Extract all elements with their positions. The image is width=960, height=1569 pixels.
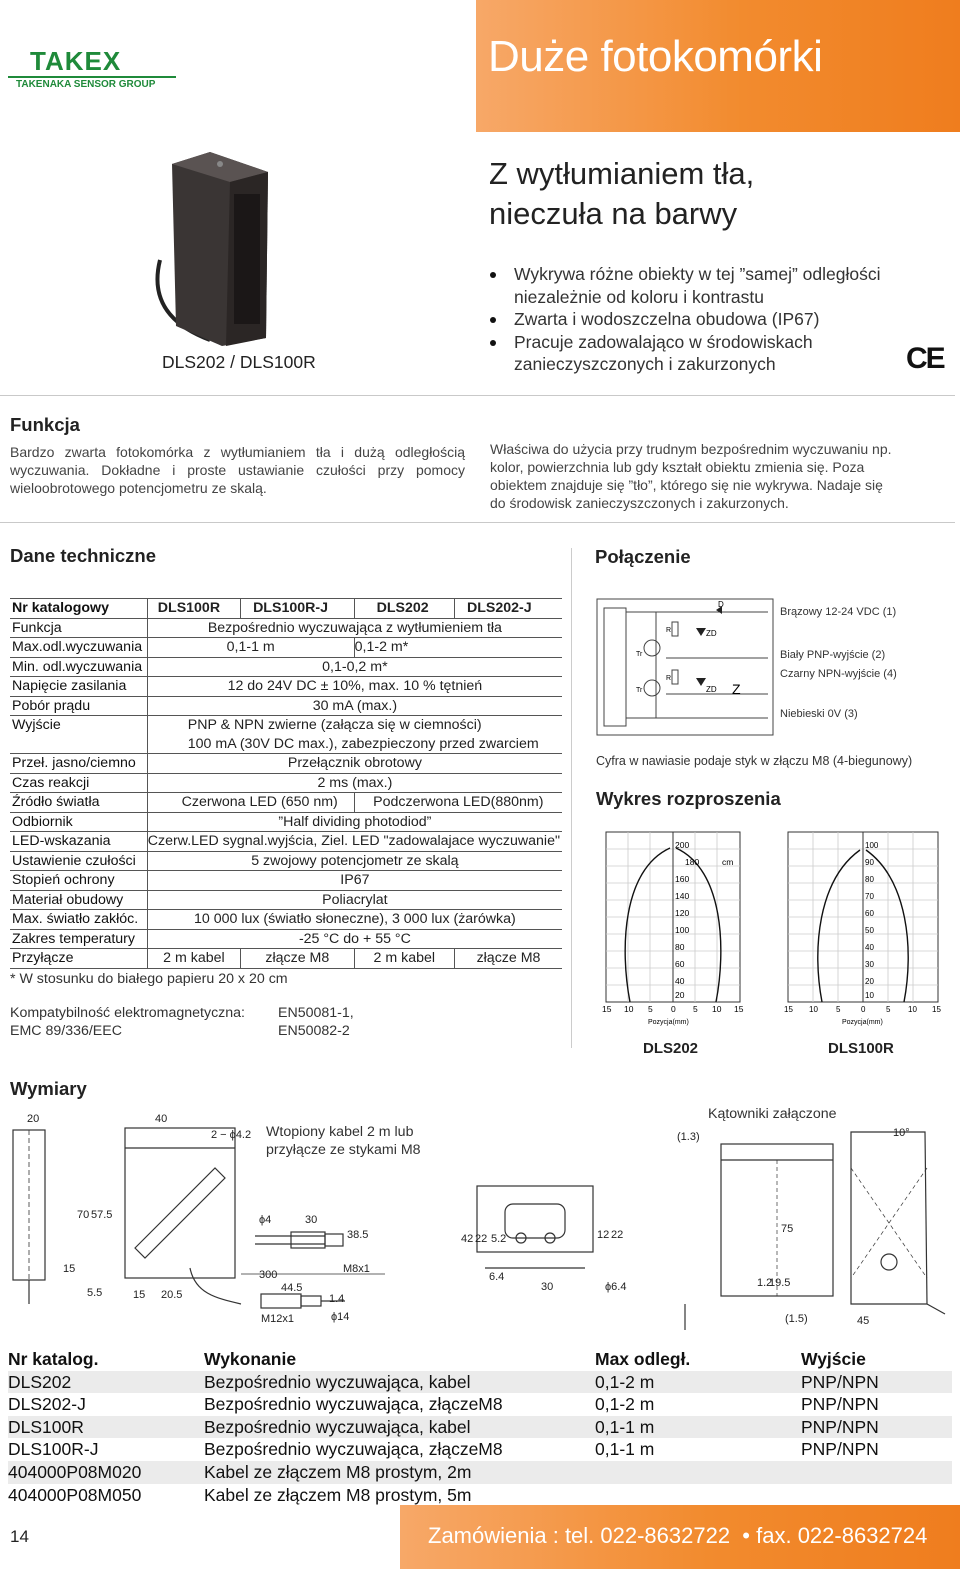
y-tick: 40 [865,943,874,952]
dim-label: 20 [27,1113,40,1125]
y-tick: 30 [865,960,874,969]
table-cell: DLS202-J [8,1394,86,1415]
dim-label: (1.5) [785,1313,808,1325]
table-cell: 30 mA (max.) [147,696,562,716]
table-cell: 404000P08M020 [8,1461,204,1484]
tech-heading: Dane techniczne [10,545,156,566]
chart-dls202 [600,830,776,1030]
y-tick: 40 [675,976,685,986]
table-cell: DLS202-J [455,599,563,619]
y-tick: 20 [865,977,874,986]
table-cell [801,1484,952,1507]
chart-name-dls100r: DLS100R [828,1040,894,1057]
table-cell: Bezpośrednio wyczuwająca, kabel [204,1371,595,1394]
feature-item-cont: zanieczyszczonych i zakurzonych [514,354,776,374]
wiring-symbol: R [666,627,672,634]
dim-label: 12 [597,1229,610,1241]
table-row [10,618,562,638]
funkcja-right-line: kolor, powierzchnia lub gdy kształt obiektu zmienia się. Poza [490,459,865,475]
table-cell: Źródło światła [10,793,147,813]
table-row [10,832,562,852]
y-tick: 80 [675,942,685,952]
logo-rule [8,76,176,78]
table-row [8,1438,952,1461]
y-tick: 20 [675,990,685,1000]
table-cell: 0,1-1 m [595,1439,655,1460]
x-label: Pozycja(mm) [842,1019,883,1026]
table-header: Wykonanie [204,1349,297,1369]
table-row [10,929,562,949]
dim-label: 10° [893,1127,910,1139]
table-cell: 0,1-0,2 m* [147,657,562,677]
dim-label: 45 [857,1315,870,1327]
wiring-symbol: ZD [706,685,717,694]
dim-label: 5.2 [491,1233,507,1245]
funkcja-right-line: obiektem znajduje się ”tło”, którego się nie wykrywa. Nadaje się [490,477,883,493]
table-cell: PNP & NPN zwierne (załącza się w ciemności) [187,717,482,733]
table-cell: Funkcja [10,618,147,638]
table-cell: DLS202 [354,599,454,619]
x-tick: 5 [693,1004,698,1014]
table-cell: DLS100R [147,599,240,619]
feature-list [488,263,881,376]
x-tick: 10 [712,1004,722,1014]
table-cell: LED-wskazania [10,832,147,852]
table-cell [801,1461,952,1484]
dim-label: 22 [611,1229,624,1241]
wire-label: Brązowy 12-24 VDC (1) [780,606,897,618]
y-unit: cm [722,857,734,867]
page-title: Duże fotokomórki [488,32,823,81]
table-cell [595,1461,801,1484]
table-cell: Kabel ze złączem M8 prostym, 2m [204,1461,595,1484]
x-tick: 0 [671,1004,676,1014]
table-row [8,1461,952,1484]
x-tick: 10 [908,1005,917,1014]
y-tick: 10 [865,991,874,1000]
y-tick: 100 [865,841,879,850]
emc-value-1: EN50081-1, [278,1005,354,1021]
table-cell: Min. odl.wyczuwania [10,657,147,677]
table-cell: Nr katalogowy [10,599,147,619]
funkcja-right-line: do środowisk zanieczyszczonych i zakurzonych. [490,495,789,511]
dimension-drawing [5,1108,955,1340]
table-cell: -25 °C do + 55 °C [147,929,562,949]
table-row [10,851,562,871]
table-cell: 10 000 lux (światło słoneczne), 3 000 lux (żarówka) [147,910,562,930]
funkcja-right-line: Właściwa do użycia przy trudnym bezpośrednim wyczuwaniu np. [490,441,892,457]
wiring-symbol: Tr [636,651,643,658]
table-cell: Zakres temperatury [10,929,147,949]
wiring-note: Cyfra w nawiasie podaje styk w złączu M8 (4-biegunowy) [596,754,913,768]
dim-label: 22 [475,1233,488,1245]
funkcja-right [490,440,930,512]
y-tick: 60 [865,909,874,918]
table-cell: Bezpośrednio wyczuwająca, kabel [204,1416,595,1439]
table-row [8,1371,952,1394]
emc-label-1: Kompatybilność elektromagnetyczna: [10,1005,246,1021]
logo-sub: TAKENAKA SENSOR GROUP [16,79,156,90]
x-tick: 5 [836,1005,841,1014]
table-header: Wyjście [801,1349,866,1369]
bracket-note: Kątowniki załączone [708,1106,837,1122]
x-label: Pozycja(mm) [648,1019,689,1026]
table-cell: DLS202 [8,1371,204,1394]
footnote: * W stosunku do białego papieru 20 x 20 cm [10,971,288,987]
table-row [10,890,562,910]
table-cell: Max. światło zakłóc. [10,910,147,930]
feature-item-cont: niezależnie od koloru i kontrastu [514,286,765,307]
table-cell: Podczerwona LED(880nm) [354,793,562,813]
page-number: 14 [10,1527,29,1546]
y-tick: 100 [675,925,690,935]
wire-label: Niebieski 0V (3) [780,708,858,720]
table-cell: Kabel ze złączem M8 prostym, 5m [204,1484,472,1505]
wiring-symbol: R [666,675,672,682]
table-cell: Bezpośrednio wyczuwająca, złączeM8 [204,1394,503,1415]
y-tick: 200 [675,840,690,850]
dim-label: 30 [541,1281,554,1293]
wykres-heading: Wykres rozproszenia [596,788,781,809]
wiring-symbol: Tr [636,687,643,694]
y-tick: 160 [675,874,690,884]
table-cell: 2 m kabel [147,949,240,969]
table-cell: DLS100R [8,1416,204,1439]
y-tick: 140 [675,891,690,901]
x-tick: 10 [624,1004,634,1014]
table-cell: 12 do 24V DC ± 10%, max. 10 % tętnień [147,677,562,697]
table-cell: 0,1-2 m [595,1371,801,1394]
table-cell: PNP/NPN [801,1394,879,1415]
table-cell: 100 mA (30V DC max.), zabezpieczony przed zwarciem [147,735,562,754]
funkcja-left-line: wyczuwania. Dokładne i proste ustawianie czułości przy pomocy [10,462,465,478]
table-cell: ”Half dividing photodiod” [147,812,562,832]
wiring-symbol: D [718,600,724,609]
table-header: Max odległ. [595,1349,691,1369]
funkcja-left-line: wieloobrotowego potencjometru ze skalą. [10,480,267,496]
dim-label: ϕ14 [331,1311,350,1323]
polaczenie-heading: Połączenie [595,546,691,567]
x-tick: 10 [809,1005,818,1014]
funkcja-left [10,443,465,497]
product-models: DLS202 / DLS100R [162,352,316,372]
takex-logo [8,48,176,90]
table-cell: Czerw.LED sygnal.wyjścia, Ziel. LED "zadowalajace wyczuwanie" [147,833,560,849]
product-photo [150,150,270,350]
emc-label-2: EMC 89/336/EEC [10,1023,122,1039]
dim-label: 75 [781,1223,794,1235]
y-tick: 70 [865,892,874,901]
order-table [8,1348,952,1506]
divider [0,395,955,396]
table-row [10,754,562,774]
dim-label: 44.5 [281,1282,303,1294]
product-subtitle-1: Z wytłumianiem tła, [489,156,755,191]
feature-item: Wykrywa różne obiekty w tej ”samej” odległości [488,263,881,286]
dim-label: 5.5 [87,1287,103,1299]
logo-name: TAKEX [30,46,122,76]
table-cell: złącze M8 [455,949,563,969]
dim-label: 300 [259,1269,278,1281]
x-tick: 5 [648,1004,653,1014]
table-row [8,1348,952,1371]
dim-label: 57.5 [91,1209,113,1221]
table-cell: Przeł. jasno/ciemno [10,754,147,774]
table-cell: 5 zwojowy potencjometr ze skalą [147,851,562,871]
dim-label: M12x1 [261,1313,295,1325]
dim-label: 19.5 [769,1277,791,1289]
table-cell: Przełącznik obrotowy [147,754,562,774]
dim-label: 1.4 [329,1293,345,1305]
dim-label: M8x1 [343,1263,370,1275]
table-cell: 0,1-1 m [147,638,354,658]
table-cell: Materiał obudowy [10,890,147,910]
y-tick: 60 [675,959,685,969]
table-header: Nr katalog. [8,1349,99,1369]
dim-label: 20.5 [161,1289,183,1301]
dim-label: 15 [133,1289,146,1301]
table-cell: 2 m kabel [354,949,454,969]
x-tick: 15 [734,1004,744,1014]
x-tick: 15 [602,1004,612,1014]
table-row [10,657,562,677]
y-tick: 90 [865,858,874,867]
table-row [10,638,562,658]
table-cell: PNP/NPN [801,1439,879,1460]
dim-label: 6.4 [489,1271,505,1283]
table-row [10,812,562,832]
table-row [10,910,562,930]
feature-item: Pracuje zadowalająco w środowiskach [488,331,881,354]
chart-name-dls202: DLS202 [643,1040,699,1057]
wiring-diagram [596,598,776,738]
wymiary-heading: Wymiary [10,1078,87,1099]
x-tick: 5 [886,1005,891,1014]
cable-note-1: Wtopiony kabel 2 m lub [266,1124,414,1140]
table-cell: Wyjście [10,716,147,754]
dim-label: ϕ4 [259,1214,272,1226]
emc-value-2: EN50082-2 [278,1023,350,1039]
column-divider [571,548,572,1048]
table-cell: 2 ms (max.) [147,773,562,793]
table-row [10,949,562,969]
table-cell: 0,1-1 m [595,1416,801,1439]
y-tick: 120 [675,908,690,918]
dim-label: 38.5 [347,1229,369,1241]
table-row [10,716,562,735]
divider [0,522,955,523]
dim-label: 30 [305,1214,318,1226]
table-cell: Czerwona LED (650 nm) [147,793,354,813]
tech-table [10,598,562,969]
product-subtitle-2: nieczuła na barwy [489,196,738,231]
table-row [8,1393,952,1416]
table-cell: IP67 [147,871,562,891]
y-tick: 180 [685,857,700,867]
table-cell: Odbiornik [10,812,147,832]
table-cell: Przyłącze [10,949,147,969]
table-cell: Napięcie zasilania [10,677,147,697]
funkcja-heading: Funkcja [10,414,80,435]
feature-item: Zwarta i wodoszczelna obudowa (IP67) [488,308,881,331]
y-tick: 80 [865,875,874,884]
footer-contact: Zamówienia : tel. 022-8632722 • fax. 022-8632724 [428,1523,928,1548]
table-cell: złącze M8 [241,949,355,969]
table-cell: 0,1-2 m [595,1394,655,1415]
table-cell: Max.odl.wyczuwania [10,638,147,658]
table-cell: DLS100R-J [8,1439,99,1460]
dim-label: 40 [155,1113,168,1125]
dim-label: 2 − ϕ4.2 [211,1129,252,1141]
table-cell: Pobór prądu [10,696,147,716]
wiring-symbol: ZD [706,629,717,638]
table-cell [595,1484,801,1507]
ce-mark: CE [906,342,944,375]
dim-label: (1.3) [677,1131,700,1143]
wiring-symbol: Z [732,681,741,697]
y-tick: 50 [865,926,874,935]
table-cell: 404000P08M050 [8,1484,142,1505]
x-tick: 0 [861,1005,866,1014]
table-cell: Stopień ochrony [10,871,147,891]
table-cell: DLS100R-J [241,599,355,619]
table-row [10,773,562,793]
table-row [10,599,562,619]
table-cell: PNP/NPN [801,1416,952,1439]
x-tick: 15 [784,1005,793,1014]
chart-dls100r [782,830,958,1030]
table-row [8,1484,952,1507]
table-cell: PNP/NPN [801,1371,952,1394]
table-row [10,871,562,891]
table-row [10,677,562,697]
table-cell: Ustawienie czułości [10,851,147,871]
table-cell: Bezpośrednio wyczuwająca z wytłumieniem tła [147,618,562,638]
table-cell: Bezpośrednio wyczuwająca, złączeM8 [204,1439,503,1460]
dim-label: ϕ6.4 [605,1281,627,1293]
table-cell: 0,1-2 m* [354,638,562,658]
wire-label: Biały PNP-wyjście (2) [780,649,886,661]
wire-label: Czarny NPN-wyjście (4) [780,668,897,680]
dim-label: 15 [63,1263,76,1275]
table-row [10,793,562,813]
table-row [8,1416,952,1439]
x-tick: 15 [932,1005,941,1014]
table-row [10,696,562,716]
table-cell: Czas reakcji [10,773,147,793]
dim-label: 1.2 [757,1277,773,1289]
cable-note-2: przyłącze ze stykami M8 [266,1142,421,1158]
dim-label: 42 [461,1233,474,1245]
table-cell: Poliacrylat [147,890,562,910]
funkcja-left-line: Bardzo zwarta fotokomórka z wytłumianiem tła i dużą odległością [10,444,465,460]
dim-label: 70 [77,1209,90,1221]
